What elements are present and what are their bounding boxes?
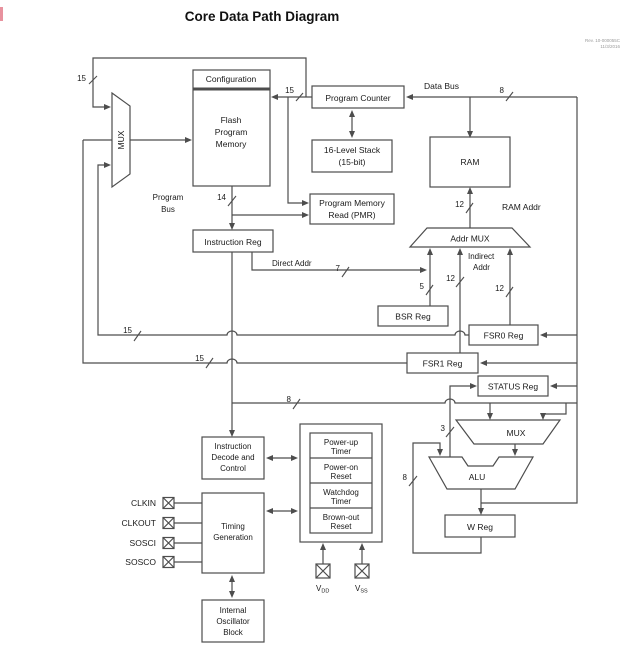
bus-width-tick [293,399,300,409]
timer-cell-2a: Power-on [323,463,359,472]
clkin-pin-icon [163,498,174,509]
arrowhead [229,575,235,582]
data-bus-label: Data Bus [424,81,459,91]
arrowhead [359,543,365,550]
timing-label-2: Generation [213,533,253,542]
arrowhead [349,131,355,138]
timing-label-1: Timing [221,522,245,531]
bus-width-wreg-alu: 8 [402,473,407,482]
bus-width-tick [134,331,141,341]
timer-cell-3b: Timer [330,497,352,506]
arrowhead [302,200,309,206]
arrowhead [437,449,443,456]
pmr-label-1: Program Memory [319,198,385,208]
wire-8bit-to-mux-right [543,403,566,414]
status-reg-label: STATUS Reg [487,381,539,392]
right-mux-label: MUX [506,428,526,438]
indirect-addr-label-2: Addr [473,263,490,272]
bus-width-fsr0: 12 [495,284,504,293]
alu-label: ALU [468,472,486,482]
timer-cell-4b: Reset [330,522,352,531]
arrowhead [540,332,547,338]
revision-note-line2: 11/3/2016 [600,44,620,49]
arrowhead [487,413,493,420]
bus-width-status-alu: 3 [440,424,445,433]
clkin-label: CLKIN [130,498,156,508]
configuration-divider [193,88,270,91]
bus-width-literal: 8 [286,395,291,404]
sosci-pin-icon [163,538,174,549]
bus-width-data-bus: 8 [499,86,504,95]
iob-label-3: Block [223,628,243,637]
program-bus-label-2: Bus [161,205,175,214]
timer-cell-1a: Power-up [323,438,359,447]
clkout-pin-icon [163,518,174,529]
arrowhead [266,508,273,514]
arrowhead [291,455,298,461]
fsr0-reg-label: FSR0 Reg [483,330,524,341]
ram-addr-label: RAM Addr [502,202,541,212]
sosco-label: SOSCO [125,557,156,567]
flash-label-1: Flash [220,115,242,125]
pmr-label-2: Read (PMR) [328,210,376,220]
edge-artifact-mark [0,7,3,21]
arrowhead [457,248,463,255]
arrowhead [406,94,413,100]
bus-width-flash-ir: 14 [217,193,226,202]
idc-label-2: Decode and [211,453,255,462]
bus-width-fsr1-line: 15 [195,354,204,363]
iob-label-2: Oscillator [216,617,250,626]
left-mux-label: MUX [116,130,126,150]
sosci-label: SOSCI [129,538,156,548]
arrowhead [470,383,477,389]
program-counter-label: Program Counter [325,93,391,103]
flash-label-2: Program [214,127,248,137]
vdd-pin-icon [316,564,330,578]
bus-width-mux-top: 15 [77,74,86,83]
arrowhead [229,430,235,437]
flash-label-3: Memory [215,139,247,149]
arrowhead [540,413,546,420]
wire-literal-8bit-line [232,399,577,403]
stack-label-1: 16-Level Stack [323,145,381,155]
arrowhead [480,360,487,366]
configuration-label: Configuration [205,74,257,84]
timer-cell-2b: Reset [330,472,352,481]
bsr-reg-label: BSR Reg [395,311,431,322]
arrowhead [467,187,473,194]
idc-label-3: Control [220,464,246,473]
bus-width-fsr1: 12 [446,274,455,283]
arrowhead [512,449,518,456]
bus-width-pc-flash: 15 [285,86,294,95]
arrowhead [291,508,298,514]
bus-width-tick [342,267,349,277]
arrowhead [478,508,484,515]
fsr1-reg-label: FSR1 Reg [422,358,463,369]
arrowhead [302,212,309,218]
page-title: Core Data Path Diagram [184,9,340,24]
arrowhead [229,223,235,230]
bus-width-bsr: 5 [419,282,424,291]
bus-width-direct: 7 [335,264,340,273]
bus-width-fsr0-line: 15 [123,326,132,335]
arrowhead [427,248,433,255]
ram-label: RAM [460,157,480,167]
arrowhead [104,162,111,168]
vss-label: VSS [355,584,368,595]
instruction-reg-label: Instruction Reg [204,237,262,247]
iob-label-1: Internal [219,606,247,615]
wire-pc-to-pmr [288,97,302,203]
timer-cell-1b: Timer [330,447,352,456]
vdd-label: VDD [316,584,330,595]
vss-pin-icon [355,564,369,578]
arrowhead [229,591,235,598]
arrowhead [550,383,557,389]
arrowhead [271,94,278,100]
program-bus-label-1: Program [152,193,184,202]
idc-label-1: Instruction [214,442,252,451]
arrowhead [420,267,427,273]
stack-label-2: (15-bit) [338,157,366,167]
arrowhead [266,455,273,461]
direct-addr-label: Direct Addr [272,259,312,268]
addr-mux-label: Addr MUX [450,233,490,244]
revision-note-line1: Rev. 10-000055C [585,38,620,43]
timer-cell-4a: Brown-out [322,513,360,522]
bus-width-ram-addr: 12 [455,200,464,209]
arrowhead [104,104,111,110]
arrowhead [185,137,192,143]
w-reg-label: W Reg [467,522,493,532]
timer-cell-3a: Watchdog [323,488,359,497]
arrowhead [349,110,355,117]
indirect-addr-label-1: Indirect [468,252,495,261]
arrowhead [320,543,326,550]
sosco-pin-icon [163,557,174,568]
clkout-label: CLKOUT [121,518,156,528]
arrowhead [507,248,513,255]
